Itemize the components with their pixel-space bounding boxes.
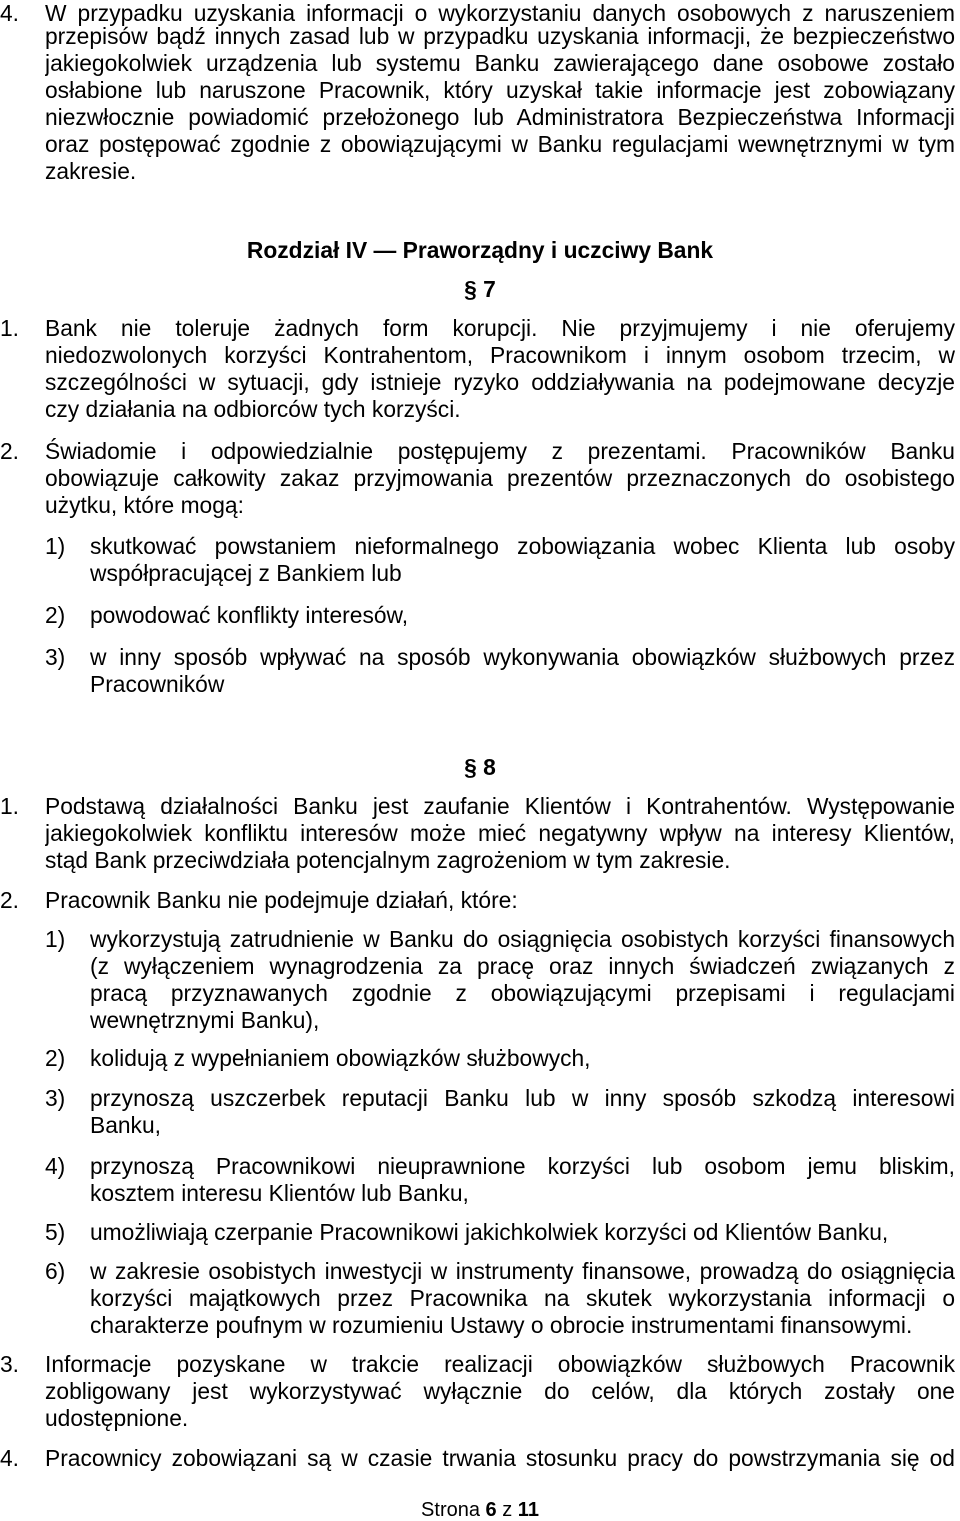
paragraph-line: W przypadku uzyskania informacji o wykorzystaniu danych osobowych z naruszeniem bbox=[45, 0, 955, 26]
subitem-line: korzyści majątkowych przez Pracownika na skutek wykorzystania informacji o bbox=[90, 1285, 955, 1311]
item-number: 1. bbox=[0, 315, 20, 341]
paragraph-line: osłabione lub naruszone Pracownik, który uzyskał takie informacje jest zobowiązany bbox=[45, 77, 955, 103]
subitem-line: przynoszą Pracownikowi nieuprawnione korzyści lub osobom jemu bliskim, bbox=[90, 1153, 955, 1179]
paragraph-line: stąd Bank przeciwdziała potencjalnym zagrożeniom w tym zakresie. bbox=[45, 847, 731, 873]
subitem-line: Pracowników bbox=[90, 671, 225, 697]
paragraph-line: czy działania na odbiorców tych korzyści. bbox=[45, 396, 461, 422]
item-number: 4. bbox=[0, 1445, 20, 1471]
subitem-line: pracą przyznawanych zgodnie z obowiązującymi przepisami i regulacjami bbox=[90, 980, 955, 1006]
item-number: 4. bbox=[0, 0, 20, 26]
paragraph-line: udostępnione. bbox=[45, 1405, 189, 1431]
subitem-number: 4) bbox=[45, 1153, 66, 1179]
paragraph-line: szczególności w sytuacji, gdy istnieje ryzyko oddziaływania na podejmowane decyzje bbox=[45, 369, 955, 395]
paragraph-line: niedozwolonych korzyści Kontrahentom, Pracownikom i innym osobom trzecim, w bbox=[45, 342, 955, 368]
page-label: Strona bbox=[421, 1499, 480, 1521]
paragraph-line: Informacje pozyskane w trakcie realizacji obowiązków służbowych Pracownik bbox=[45, 1351, 955, 1377]
subitem-line: (z wyłączeniem wynagrodzenia za pracę oraz innych świadczeń związanych z bbox=[90, 953, 955, 979]
paragraph-line: zakresie. bbox=[45, 158, 137, 184]
paragraph-line: zobligowany jest wykorzystywać wyłącznie do celów, dla których zostały one bbox=[45, 1378, 955, 1404]
paragraph-line: obowiązuje całkowity zakaz przyjmowania prezentów przeznaczonych do osobistego bbox=[45, 465, 955, 491]
subitem-number: 2) bbox=[45, 1045, 66, 1071]
subitem-number: 1) bbox=[45, 533, 66, 559]
subitem-number: 5) bbox=[45, 1219, 66, 1245]
subitem-line: Banku, bbox=[90, 1112, 161, 1138]
paragraph-line: Pracownik Banku nie podejmuje działań, które: bbox=[45, 887, 518, 913]
paragraph-line: użytku, które mogą: bbox=[45, 492, 244, 518]
subitem-line: kosztem interesu Klientów lub Banku, bbox=[90, 1180, 469, 1206]
subitem-line: skutkować powstaniem nieformalnego zobowiązania wobec Klienta lub osoby bbox=[90, 533, 955, 559]
item-number: 2. bbox=[0, 438, 20, 464]
paragraph-line: jakiegokolwiek konfliktu interesów może mieć negatywny wpływ na interesy Klientów, bbox=[45, 820, 955, 846]
subitem-line: współpracującej z Bankiem lub bbox=[90, 560, 402, 586]
subitem-line: wykorzystują zatrudnienie w Banku do osiągnięcia osobistych korzyści finansowych bbox=[90, 926, 955, 952]
paragraph-line: Bank nie toleruje żadnych form korupcji. Nie przyjmujemy i nie oferujemy bbox=[45, 315, 955, 341]
section-mark: § 7 bbox=[464, 276, 496, 302]
chapter-heading: Rozdział IV — Praworządny i uczciwy Bank bbox=[246, 237, 714, 263]
paragraph-line: Świadomie i odpowiedzialnie postępujemy z prezentami. Pracowników Banku bbox=[45, 438, 955, 464]
paragraph-line: jakiegokolwiek urządzenia lub systemu Banku zawierającego dane osobowe zostało bbox=[45, 50, 955, 76]
current-page-number: 6 bbox=[485, 1499, 497, 1521]
paragraph-line: oraz postępować zgodnie z obowiązującymi w Banku regulacjami wewnętrznymi w tym bbox=[45, 131, 955, 157]
subitem-line: kolidują z wypełnianiem obowiązków służbowych, bbox=[90, 1045, 591, 1071]
paragraph-line: niezwłocznie powiadomić przełożonego lub Administratora Bezpieczeństwa Informacji bbox=[45, 104, 955, 130]
subitem-line: charakterze poufnym w rozumieniu Ustawy o obrocie instrumentami finansowymi. bbox=[90, 1312, 913, 1338]
subitem-number: 3) bbox=[45, 1085, 66, 1111]
subitem-line: umożliwiają czerpanie Pracownikowi jakichkolwiek korzyści od Klientów Banku, bbox=[90, 1219, 889, 1245]
item-number: 1. bbox=[0, 793, 20, 819]
subitem-line: wewnętrznymi Banku), bbox=[90, 1007, 320, 1033]
paragraph-line: przepisów bądź innych zasad lub w przypadku uzyskania informacji, że bezpieczeństwo bbox=[45, 23, 955, 49]
total-pages-number: 11 bbox=[517, 1499, 539, 1521]
page-footer bbox=[0, 1500, 960, 1520]
subitem-line: przynoszą uszczerbek reputacji Banku lub w inny sposób szkodzą interesowi bbox=[90, 1085, 955, 1111]
paragraph-line: Podstawą działalności Banku jest zaufanie Klientów i Kontrahentów. Występowanie bbox=[45, 793, 955, 819]
item-number: 3. bbox=[0, 1351, 20, 1377]
page-separator: z bbox=[502, 1499, 513, 1521]
subitem-line: w inny sposób wpływać na sposób wykonywania obowiązków służbowych przez bbox=[90, 644, 955, 670]
section-mark: § 8 bbox=[464, 754, 496, 780]
subitem-number: 3) bbox=[45, 644, 66, 670]
subitem-number: 1) bbox=[45, 926, 66, 952]
subitem-number: 2) bbox=[45, 602, 66, 628]
subitem-line: w zakresie osobistych inwestycji w instrumenty finansowe, prowadzą do osiągnięcia bbox=[90, 1258, 955, 1284]
subitem-line: powodować konflikty interesów, bbox=[90, 602, 409, 628]
item-number: 2. bbox=[0, 887, 20, 913]
subitem-number: 6) bbox=[45, 1258, 66, 1284]
paragraph-line: Pracownicy zobowiązani są w czasie trwania stosunku pracy do powstrzymania się od bbox=[45, 1445, 955, 1471]
